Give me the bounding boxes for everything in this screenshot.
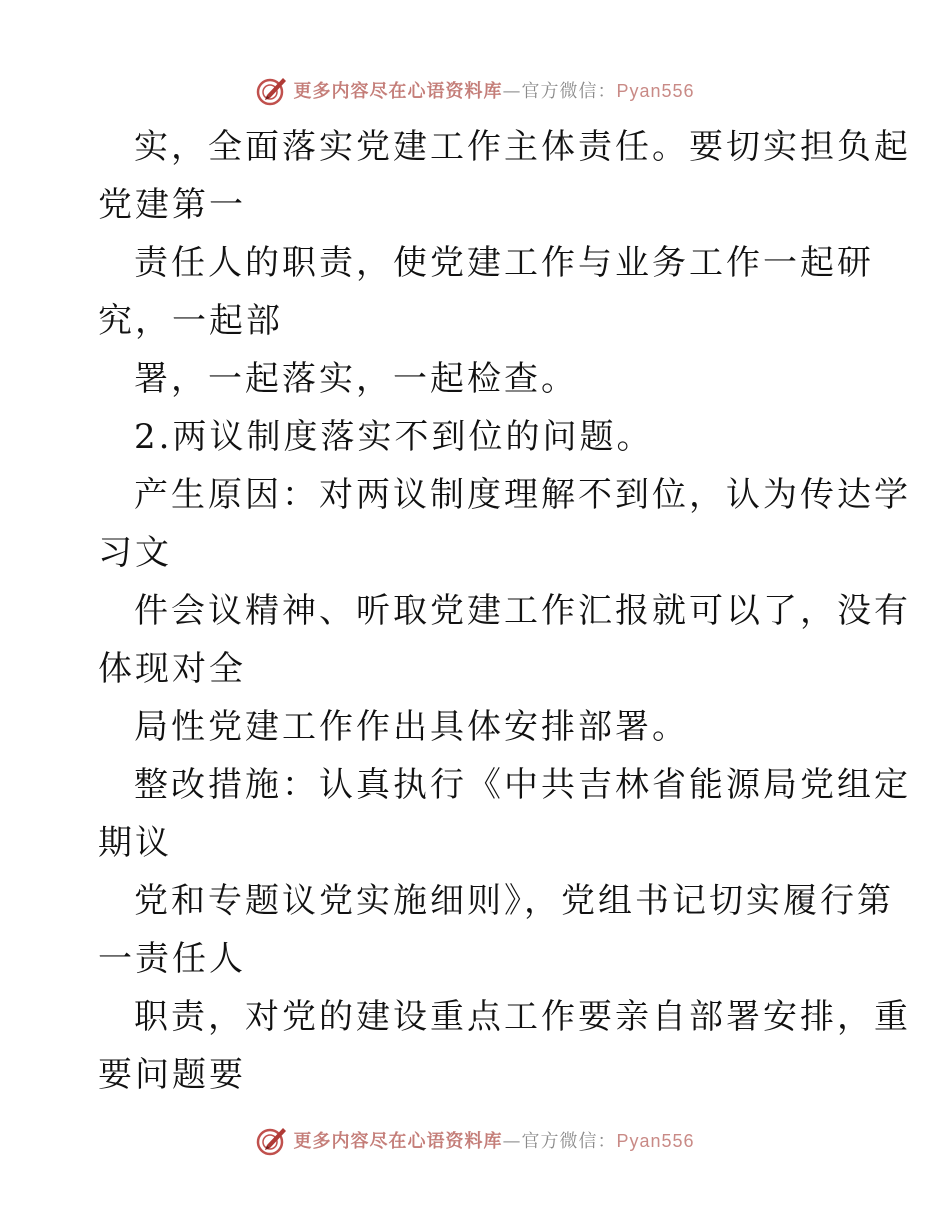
text-line: 职责，对党的建设重点工作要亲自部署安排，重: [134, 997, 911, 1037]
text-line: 件会议精神、听取党建工作汇报就可以了，没有: [134, 591, 911, 631]
watermark-dash: —: [502, 81, 522, 102]
watermark-dash: —: [502, 1131, 522, 1152]
text-line: 产生原因：对两议制度理解不到位，认为传达学: [134, 475, 911, 515]
watermark-main-text: 更多内容尽在心语资料库: [293, 81, 503, 102]
watermark-sub-text: 官方微信：: [521, 1131, 617, 1152]
text-line: 一责任人: [98, 939, 246, 979]
text-line: 习文: [98, 533, 172, 573]
text-line: 署，一起落实，一起检查。: [134, 359, 578, 399]
watermark-wechat-id: Pyan556: [616, 81, 695, 101]
text-line: 究，一起部: [98, 301, 283, 341]
document-body: [98, 118, 911, 1104]
text-line: 党建第一: [98, 185, 246, 225]
text-line: 党和专题议党实施细则》，党组书记切实履行第: [134, 881, 894, 921]
text-line: 2.两议制度落实不到位的问题。: [134, 417, 654, 457]
footer-watermark: [0, 1120, 950, 1160]
text-line: 体现对全: [98, 649, 246, 689]
text-line: 责任人的职责，使党建工作与业务工作一起研: [134, 243, 874, 283]
text-line: 实，全面落实党建工作主体责任。要切实担负起: [134, 127, 911, 167]
text-line: 局性党建工作作出具体安排部署。: [134, 707, 689, 747]
pen-logo-icon: [255, 73, 289, 107]
watermark-main-text: 更多内容尽在心语资料库: [293, 1131, 503, 1152]
watermark-wechat-id: Pyan556: [616, 1131, 695, 1151]
text-line: 要问题要: [98, 1055, 246, 1095]
watermark-sub-text: 官方微信：: [521, 81, 617, 102]
header-watermark: [0, 70, 950, 110]
text-line: 整改措施：认真执行《中共吉林省能源局党组定: [134, 765, 911, 805]
text-line: 期议: [98, 823, 172, 863]
pen-logo-icon: [255, 1123, 289, 1157]
